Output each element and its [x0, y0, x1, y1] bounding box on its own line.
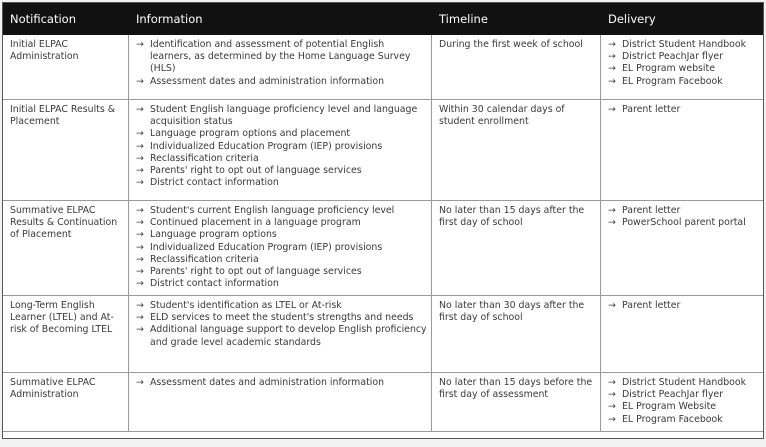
list-item [136, 324, 427, 348]
list-item [608, 414, 760, 426]
list-item [136, 153, 427, 165]
table-row [3, 201, 765, 296]
cell-notification: Summative ELPAC Results & Continuation of Placement [3, 201, 129, 296]
cell-delivery [601, 100, 765, 201]
delivery-list [608, 39, 760, 88]
list-item [136, 104, 427, 128]
list-item [136, 217, 427, 229]
arrow-right-icon: → [608, 205, 616, 216]
information-item-text: Language program options [150, 229, 277, 241]
header-notification: Notification [3, 3, 129, 35]
list-item [136, 278, 427, 290]
delivery-item-text: District PeachJar flyer [622, 389, 724, 401]
list-item [136, 312, 427, 324]
information-item-text: Identification and assessment of potential English learners, as determined by the Home Language Survey (HLS) [150, 39, 411, 75]
cell-timeline: No later than 30 days after the first day of school [432, 296, 601, 373]
cell-notification: Initial ELPAC Results & Placement [3, 100, 129, 201]
list-item [136, 254, 427, 266]
delivery-list [608, 104, 760, 116]
arrow-right-icon: → [136, 278, 144, 290]
cell-timeline: During the first week of school [432, 35, 601, 100]
arrow-right-icon: → [136, 104, 144, 115]
delivery-list [608, 377, 760, 426]
list-item [136, 300, 427, 312]
information-list [136, 377, 427, 389]
arrow-right-icon: → [136, 253, 144, 265]
list-item [136, 165, 427, 177]
information-item-text: Continued placement in a language program [150, 217, 361, 229]
arrow-right-icon: → [608, 39, 616, 50]
information-list [136, 300, 427, 349]
information-item-text: Parents' right to opt out of language services [150, 165, 362, 177]
arrow-right-icon: → [136, 377, 144, 388]
list-item [136, 177, 427, 189]
delivery-item-text: District Student Handbook [622, 377, 747, 388]
list-item [608, 76, 760, 88]
arrow-right-icon: → [608, 413, 616, 425]
arrow-right-icon: → [136, 217, 144, 229]
arrow-right-icon: → [136, 165, 144, 177]
information-item-text: Individualized Education Program (IEP) provisions [150, 140, 383, 152]
list-item [608, 205, 760, 217]
cell-information [129, 201, 432, 296]
information-item-text: Individualized Education Program (IEP) provisions [150, 241, 383, 253]
delivery-item-text: Parent letter [622, 205, 681, 216]
information-item-text: Student's current English language proficiency level [150, 205, 395, 216]
arrow-right-icon: → [608, 377, 616, 388]
cell-information [129, 35, 432, 100]
list-item [608, 39, 760, 51]
delivery-item-text: EL Program website [622, 63, 715, 75]
information-item-text: Student's identification as LTEL or At-risk [150, 300, 342, 311]
cell-information [129, 296, 432, 373]
arrow-right-icon: → [136, 229, 144, 241]
list-item [136, 205, 427, 217]
delivery-item-text: District Student Handbook [622, 39, 747, 50]
header-timeline: Timeline [432, 3, 601, 35]
information-list [136, 205, 427, 290]
list-item [136, 76, 427, 88]
arrow-right-icon: → [136, 324, 144, 336]
arrow-right-icon: → [136, 140, 144, 152]
arrow-right-icon: → [136, 39, 144, 50]
cell-delivery [601, 201, 765, 296]
arrow-right-icon: → [136, 75, 144, 87]
information-item-text: Assessment dates and administration information [150, 75, 385, 87]
arrow-right-icon: → [136, 241, 144, 253]
information-list [136, 39, 427, 88]
list-item [608, 51, 760, 63]
cell-timeline: Within 30 calendar days of student enrollment [432, 100, 601, 201]
list-item [136, 128, 427, 140]
arrow-right-icon: → [136, 177, 144, 189]
cell-information [129, 373, 432, 432]
cell-delivery [601, 35, 765, 100]
list-item [608, 300, 760, 312]
arrow-right-icon: → [608, 300, 616, 311]
information-list [136, 104, 427, 189]
arrow-right-icon: → [608, 217, 616, 229]
delivery-item-text: EL Program Website [622, 401, 717, 413]
cell-notification: Initial ELPAC Administration [3, 35, 129, 100]
arrow-right-icon: → [136, 266, 144, 278]
list-item [608, 401, 760, 413]
table-row [3, 35, 765, 100]
list-item [608, 104, 760, 116]
information-item-text: ELD services to meet the student's strengths and needs [150, 312, 414, 324]
arrow-right-icon: → [136, 300, 144, 311]
information-item-text: District contact information [150, 177, 279, 189]
list-item [608, 63, 760, 75]
information-item-text: District contact information [150, 278, 279, 290]
list-item [136, 141, 427, 153]
delivery-list [608, 300, 760, 312]
delivery-list [608, 205, 760, 229]
information-item-text: Language program options and placement [150, 128, 351, 140]
arrow-right-icon: → [608, 75, 616, 87]
delivery-item-text: Parent letter [622, 104, 681, 115]
arrow-right-icon: → [608, 104, 616, 115]
information-item-text: Additional language support to develop English proficiency and grade level academic standards [150, 324, 427, 348]
delivery-item-text: PowerSchool parent portal [622, 217, 746, 229]
information-item-text: Assessment dates and administration information [150, 377, 385, 388]
cell-delivery [601, 373, 765, 432]
arrow-right-icon: → [608, 63, 616, 75]
notification-table [2, 2, 764, 432]
information-item-text: Reclassification criteria [150, 152, 259, 164]
delivery-item-text: District PeachJar flyer [622, 51, 724, 63]
table-header-row [3, 3, 765, 35]
cell-information [129, 100, 432, 201]
cell-delivery [601, 296, 765, 373]
delivery-item-text: Parent letter [622, 300, 681, 311]
table-row [3, 100, 765, 201]
header-delivery: Delivery [601, 3, 765, 35]
table-row [3, 373, 765, 432]
list-item [136, 377, 427, 389]
list-item [136, 266, 427, 278]
information-item-text: Student English language proficiency level and language acquisition status [150, 104, 418, 128]
arrow-right-icon: → [608, 401, 616, 413]
list-item [608, 217, 760, 229]
list-item [608, 389, 760, 401]
table-row [3, 296, 765, 373]
cell-notification: Summative ELPAC Administration [3, 373, 129, 432]
arrow-right-icon: → [136, 205, 144, 216]
list-item [136, 39, 427, 76]
arrow-right-icon: → [608, 389, 616, 401]
cell-notification: Long-Term English Learner (LTEL) and At-risk of Becoming LTEL [3, 296, 129, 373]
arrow-right-icon: → [136, 128, 144, 140]
delivery-item-text: EL Program Facebook [622, 75, 723, 87]
delivery-item-text: EL Program Facebook [622, 413, 723, 425]
list-item [136, 229, 427, 241]
notification-table-frame [2, 2, 764, 439]
information-item-text: Parents' right to opt out of language services [150, 266, 362, 278]
list-item [136, 242, 427, 254]
arrow-right-icon: → [608, 51, 616, 63]
list-item [608, 377, 760, 389]
cell-timeline: No later than 15 days before the first day of assessment [432, 373, 601, 432]
arrow-right-icon: → [136, 152, 144, 164]
information-item-text: Reclassification criteria [150, 253, 259, 265]
arrow-right-icon: → [136, 312, 144, 324]
cell-timeline: No later than 15 days after the first day of school [432, 201, 601, 296]
header-information: Information [129, 3, 432, 35]
